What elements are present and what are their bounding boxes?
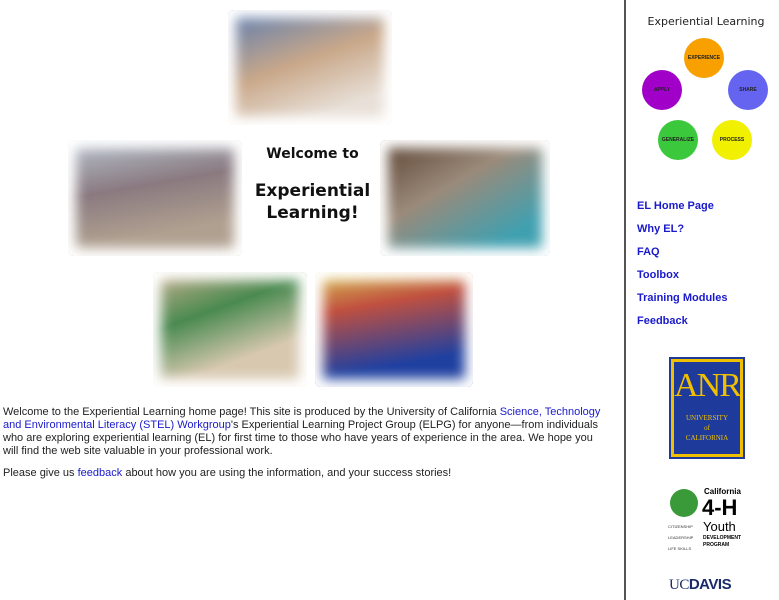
ucdavis-logo[interactable]: UCDAVIS	[669, 576, 732, 593]
nav-training-modules[interactable]: Training Modules	[637, 292, 728, 304]
photo-boy-with-chicken	[153, 272, 307, 387]
feedback-paragraph	[3, 467, 603, 480]
feedback-inline-link[interactable]: feedback	[77, 467, 123, 479]
stage-experience: EXPERIENCE	[684, 38, 724, 78]
stage-generalize: GENERALIZE	[658, 120, 698, 160]
nav-el-home-page[interactable]: EL Home Page	[637, 200, 714, 212]
welcome-line1: Welcome to	[266, 146, 359, 162]
photo-kids-painting	[228, 10, 392, 125]
nav-feedback[interactable]: Feedback	[637, 315, 688, 327]
nav-toolbox[interactable]: Toolbox	[637, 269, 679, 281]
welcome-line2: Experiential Learning!	[254, 181, 371, 223]
feedback-text-a: Please give us	[3, 467, 78, 479]
experiential-learning-diagram	[638, 10, 774, 168]
4h-state: California	[704, 487, 741, 496]
photo-kids-reading	[380, 140, 550, 256]
4h-program: DEVELOPMENT PROGRAM	[703, 535, 742, 548]
4h-values: CITIZENSHIP LEADERSHIP LIFE SKILLS	[668, 524, 694, 551]
stage-share: SHARE	[728, 70, 768, 110]
feedback-text-b: about how you are using the information, and your success stories!	[122, 467, 452, 479]
diagram-title: Experiential Learning	[647, 15, 765, 28]
photo-kids-outdoor	[68, 140, 242, 256]
intro-text-a: Welcome to the Experiential Learning home page! This site is produced by the University of California	[3, 406, 500, 418]
intro-paragraph	[3, 406, 603, 458]
anr-letters: ANR	[674, 367, 740, 404]
intro-text-b: 's Experiential Learning Project Group (ELPG) for anyone—from individuals who are exploring experiential learning (EL) for first time to those who have years of experience in the area. We hope you will find the web site valuable in your professional work.	[3, 419, 598, 457]
stage-apply: APPLY	[642, 70, 682, 110]
welcome-heading	[250, 146, 375, 224]
nav-faq[interactable]: FAQ	[637, 246, 660, 258]
photo-boy-with-binoculars	[315, 272, 473, 387]
4h-youth: Youth	[703, 519, 736, 534]
ucdavis-uc: UC	[669, 577, 689, 593]
clover-icon	[670, 489, 698, 517]
intro-text	[3, 406, 603, 489]
4h-mark: 4-H	[702, 495, 738, 520]
stage-process: PROCESS	[712, 120, 752, 160]
nav-why-el[interactable]: Why EL?	[637, 223, 685, 235]
stel-workgroup-link[interactable]: Science, Technology and Environmental Literacy (STEL) Workgroup	[3, 406, 601, 431]
4h-logo[interactable]	[668, 487, 748, 550]
anr-uc-logo[interactable]	[669, 357, 745, 459]
column-divider	[624, 0, 626, 600]
anr-caption: UNIVERSITY of CALIFORNIA	[685, 414, 729, 442]
